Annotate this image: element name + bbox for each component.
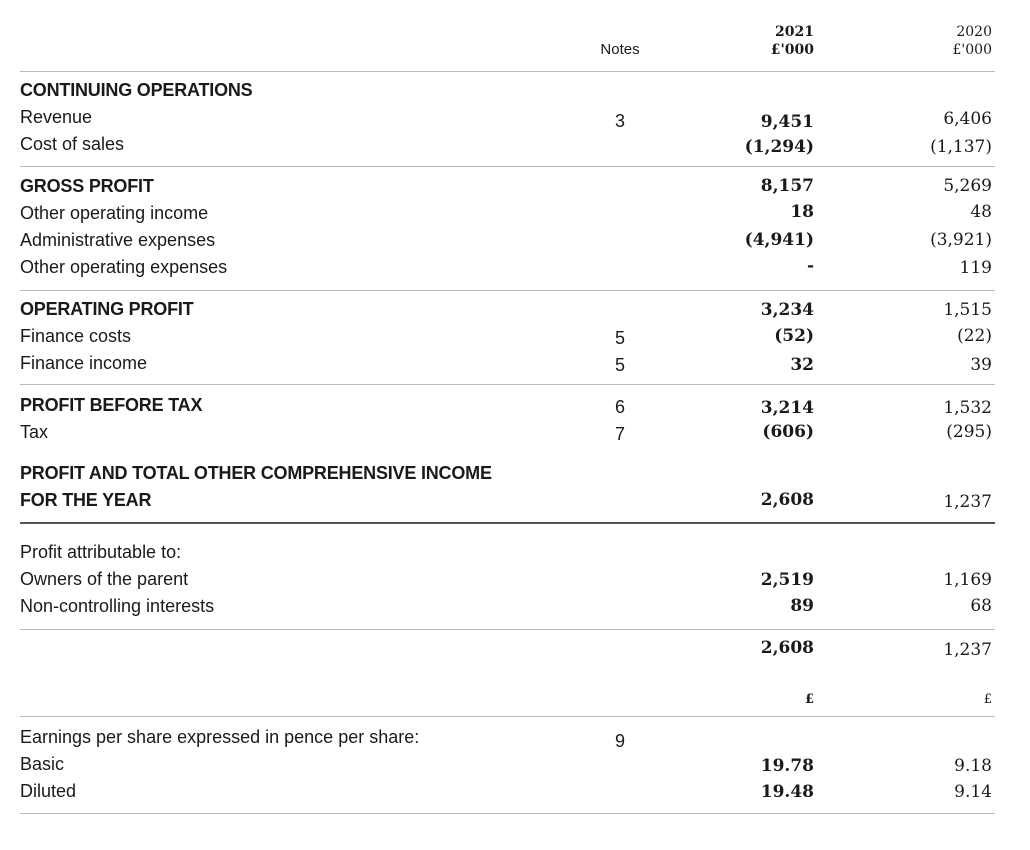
currency-2020: £ <box>983 692 992 707</box>
operating-profit-2020: 1,515 <box>943 300 992 320</box>
unit-2020-header: £'000 <box>952 42 992 58</box>
finance-costs-2020: (22) <box>957 326 992 346</box>
owners-parent-label: Owners of the parent <box>20 569 189 589</box>
owners-parent-2020: 1,169 <box>943 570 992 590</box>
profit-total-2021: 2,608 <box>760 490 814 510</box>
other-operating-income-2021: 18 <box>790 202 814 222</box>
other-operating-expenses-2021: - <box>806 256 814 276</box>
non-controlling-2020: 68 <box>970 596 992 616</box>
other-operating-expenses-2020: 119 <box>959 258 992 278</box>
revenue-note: 3 <box>614 111 625 131</box>
revenue-2020: 6,406 <box>943 109 992 129</box>
operating-profit-label: OPERATING PROFIT <box>20 299 194 319</box>
finance-income-2021: 32 <box>790 355 814 375</box>
non-controlling-2021: 89 <box>790 596 814 616</box>
finance-costs-note: 5 <box>614 328 625 348</box>
profit-total-2020: 1,237 <box>943 492 992 512</box>
profit-total-label-line2: FOR THE YEAR <box>20 490 152 510</box>
attrib-total-2020: 1,237 <box>943 640 992 660</box>
gross-profit-label: GROSS PROFIT <box>20 176 154 196</box>
eps-basic-2020: 9.18 <box>954 756 992 776</box>
administrative-expenses-2021: (4,941) <box>744 230 814 250</box>
tax-note: 7 <box>614 424 625 444</box>
divider <box>20 290 995 291</box>
profit-before-tax-note: 6 <box>614 397 625 417</box>
divider <box>20 813 995 814</box>
eps-heading: Earnings per share expressed in pence per share: <box>20 727 420 747</box>
divider <box>20 629 995 630</box>
eps-diluted-2020: 9.14 <box>954 782 992 802</box>
year-2020-header: 2020 <box>956 24 992 40</box>
finance-costs-label: Finance costs <box>20 326 132 346</box>
tax-2021: (606) <box>762 422 814 442</box>
profit-before-tax-2021: 3,214 <box>760 398 814 418</box>
divider <box>20 522 995 524</box>
continuing-operations-heading: CONTINUING OPERATIONS <box>20 80 253 100</box>
eps-diluted-2021: 19.48 <box>760 782 814 802</box>
gross-profit-2021: 8,157 <box>760 176 814 196</box>
notes-column-header: Notes <box>600 41 640 58</box>
divider <box>20 166 995 167</box>
finance-income-2020: 39 <box>970 355 992 375</box>
finance-income-note: 5 <box>614 355 625 375</box>
finance-costs-2021: (52) <box>774 326 814 346</box>
revenue-label: Revenue <box>20 107 93 127</box>
operating-profit-2021: 3,234 <box>760 300 814 320</box>
profit-total-label-line1: PROFIT AND TOTAL OTHER COMPREHENSIVE INCOME <box>20 463 492 483</box>
tax-2020: (295) <box>946 422 992 442</box>
owners-parent-2021: 2,519 <box>760 570 814 590</box>
currency-2021: £ <box>804 692 814 707</box>
eps-diluted-label: Diluted <box>20 781 77 801</box>
divider <box>20 384 995 385</box>
cost-of-sales-2021: (1,294) <box>744 137 814 157</box>
eps-basic-label: Basic <box>20 754 65 774</box>
cost-of-sales-label: Cost of sales <box>20 134 125 154</box>
profit-attributable-heading: Profit attributable to: <box>20 542 182 562</box>
non-controlling-label: Non-controlling interests <box>20 596 215 616</box>
finance-income-label: Finance income <box>20 353 148 373</box>
gross-profit-2020: 5,269 <box>943 176 992 196</box>
year-2021-header: 2021 <box>775 24 814 40</box>
profit-before-tax-label: PROFIT BEFORE TAX <box>20 395 203 415</box>
attrib-total-2021: 2,608 <box>760 638 814 658</box>
tax-label: Tax <box>20 422 49 442</box>
revenue-2021: 9,451 <box>760 112 814 132</box>
unit-2021-header: £'000 <box>770 42 814 58</box>
eps-basic-2021: 19.78 <box>760 756 814 776</box>
divider <box>20 716 995 717</box>
divider <box>20 71 995 72</box>
eps-note: 9 <box>614 731 625 751</box>
other-operating-income-label: Other operating income <box>20 203 209 223</box>
profit-before-tax-2020: 1,532 <box>943 398 992 418</box>
other-operating-income-2020: 48 <box>970 202 992 222</box>
cost-of-sales-2020: (1,137) <box>930 137 992 157</box>
administrative-expenses-2020: (3,921) <box>930 230 992 250</box>
administrative-expenses-label: Administrative expenses <box>20 230 216 250</box>
other-operating-expenses-label: Other operating expenses <box>20 257 228 277</box>
